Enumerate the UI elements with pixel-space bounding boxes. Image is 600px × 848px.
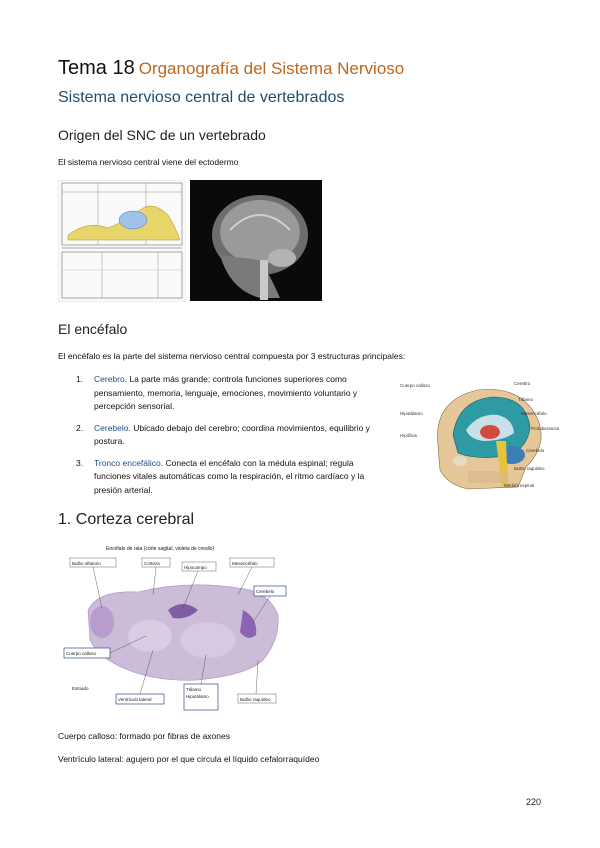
skull-label: Cerebelo: [526, 448, 545, 453]
list-item-desc: . La parte más grande; controla funciones superiores como pensamiento, memoria, lenguaje, emociones, movimiento voluntario y percepción sensorial.: [94, 374, 358, 411]
cortex-heading: 1. Corteza cerebral: [58, 511, 195, 528]
list-item: [72, 422, 388, 449]
figure-label: Bulbo olfatorio: [72, 561, 101, 566]
cortex-note-lateral-ventricle: Ventrículo lateral: agujero por el que circula el líquido cefalorraquídeo: [58, 754, 320, 764]
encephalon-heading: El encéfalo: [58, 321, 128, 337]
list-item-term: Cerebro: [94, 374, 125, 384]
page-number: 220: [526, 797, 542, 807]
figure-label: Hipocampo: [184, 565, 207, 570]
list-item-term: Cerebelo: [94, 422, 129, 433]
skull-label: Protuberancia: [531, 426, 560, 431]
skull-label: Cerebro: [514, 381, 531, 386]
embryo-diagram-figure: [58, 180, 186, 302]
skull-label: Cuerpo calloso: [400, 383, 431, 388]
title-prefix: Tema 18: [58, 57, 135, 79]
figure-caption: Encéfalo de rata (corte sagital, violeta de cresilo): [106, 546, 215, 552]
list-item-number: 3.: [76, 457, 84, 468]
origin-heading: Origen del SNC de un vertebrado: [58, 127, 266, 143]
list-item-desc: . Conecta el encéfalo con la médula espinal; regula funciones vitales automáticas como la respiración, el ritmo cardíaco y la presión arterial.: [94, 457, 365, 495]
skull-label: Médula espinal: [504, 483, 535, 488]
mri-sagittal-figure: [190, 180, 322, 301]
skull-brain-figure: [398, 375, 570, 495]
skull-label: Mesencéfalo: [521, 411, 547, 416]
figure-label: Estriado: [72, 686, 89, 691]
skull-label: Bulbo raquídeo: [514, 466, 545, 471]
title-accent: Organografía del Sistema Nervioso: [138, 59, 405, 78]
encephalon-intro: El encéfalo es la parte del sistema nervioso central compuesta por 3 estructuras principales:: [58, 351, 406, 361]
figure-label: Ventrículo lateral: [118, 697, 152, 702]
skull-label: Hipófisis: [400, 433, 418, 438]
subtitle: Sistema nervioso central de vertebrados: [58, 89, 345, 106]
origin-text: El sistema nervioso central viene del ectodermo: [58, 157, 239, 167]
figure-label: Mesencéfalo: [232, 561, 258, 566]
list-item: [72, 457, 388, 498]
encephalon-structures-list: [72, 373, 388, 505]
figure-label: Cerebelo: [256, 589, 275, 594]
list-item-number: 2.: [76, 422, 84, 433]
skull-label: Hipotálamo: [400, 411, 423, 416]
list-item-term: Tronco encefálico: [94, 457, 161, 468]
list-item: [72, 373, 388, 414]
figure-label: Cuerpo calloso: [66, 651, 97, 656]
figure-label: Corteza: [144, 561, 160, 566]
figure-label: Tálamo: [186, 687, 202, 692]
list-item-desc: . Ubicado debajo del cerebro; coordina movimientos, equilibrio y postura.: [94, 422, 370, 446]
cortex-note-corpus-callosum: Cuerpo calloso: formado por fibras de axones: [58, 731, 230, 741]
page-title: [58, 57, 404, 80]
figure-label: Bulbo raquídeo: [240, 697, 271, 702]
list-item-number: 1.: [76, 374, 84, 384]
rat-brain-section-figure: [58, 540, 290, 712]
skull-label: Tálamo: [518, 397, 534, 402]
figure-label: Hipotálamo: [186, 694, 209, 699]
